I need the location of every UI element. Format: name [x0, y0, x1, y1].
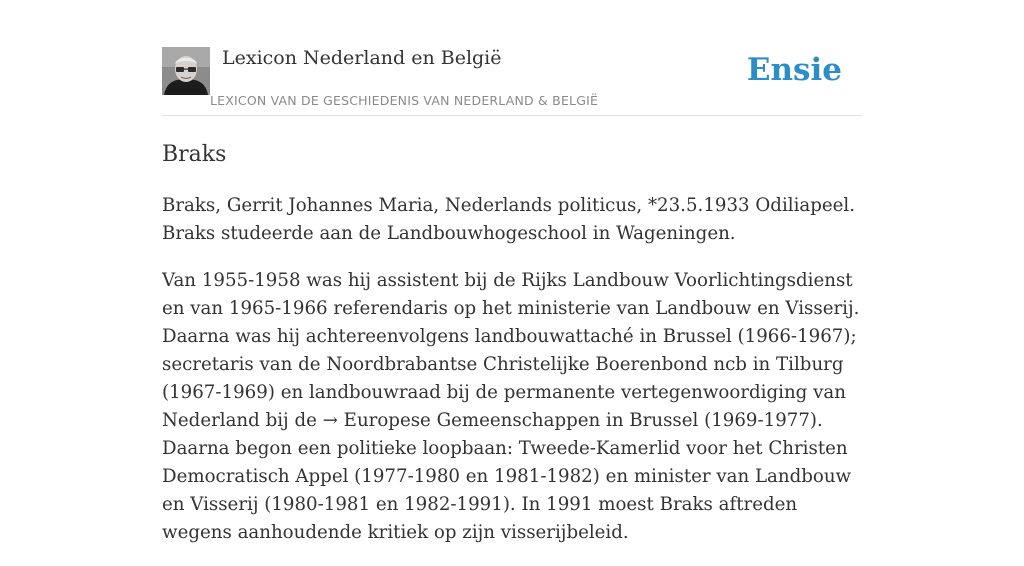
paragraph-text: Van 1955-1958 was hij assistent bij de Rijks Landbouw Voorlichtingsdienst en van 1965-1966 referendaris op het ministerie van Landbouw en Visserij. Daarna was hij achtereenvolgens landbouwattaché in Brussel (1966-1967); secretaris van de Noordbrabantse Christelijke Boerenbond ncb in Tilburg (1967-1969) en landbouwraad bij de permanente vertegenwoordiging van Nederland bij de [162, 270, 860, 431]
article-paragraph [162, 267, 862, 547]
site-header [162, 0, 862, 116]
article-title: Braks [162, 142, 227, 167]
avatar[interactable] [162, 47, 210, 95]
site-title[interactable]: Lexicon Nederland en België [222, 47, 502, 69]
article-paragraph: Braks, Gerrit Johannes Maria, Nederlands politicus, *23.5.1933 Odiliapeel. Braks studeerde aan de Landbouwhogeschool in Wageningen. [162, 195, 855, 244]
paragraph-text: in Brussel (1969-1977). Daarna begon een politieke loopbaan: Tweede-Kamerlid voor het Christen Democratisch Appel (1977-1980 en 1981-1982) en minister van Landbouw en Visserij (1980-1981 en 1982-1991). In 1991 moest Braks aftreden wegens aanhoudende kritiek op zijn visserijbeleid. [162, 410, 852, 543]
ensie-logo-link[interactable]: Ensie [746, 52, 842, 88]
cross-reference-link[interactable]: → Europese Gemeenschappen [322, 410, 601, 431]
article-body [162, 192, 862, 566]
author-portrait-image [162, 47, 210, 95]
site-subtitle: LEXICON VAN DE GESCHIEDENIS VAN NEDERLAND & BELGIË [210, 93, 599, 108]
